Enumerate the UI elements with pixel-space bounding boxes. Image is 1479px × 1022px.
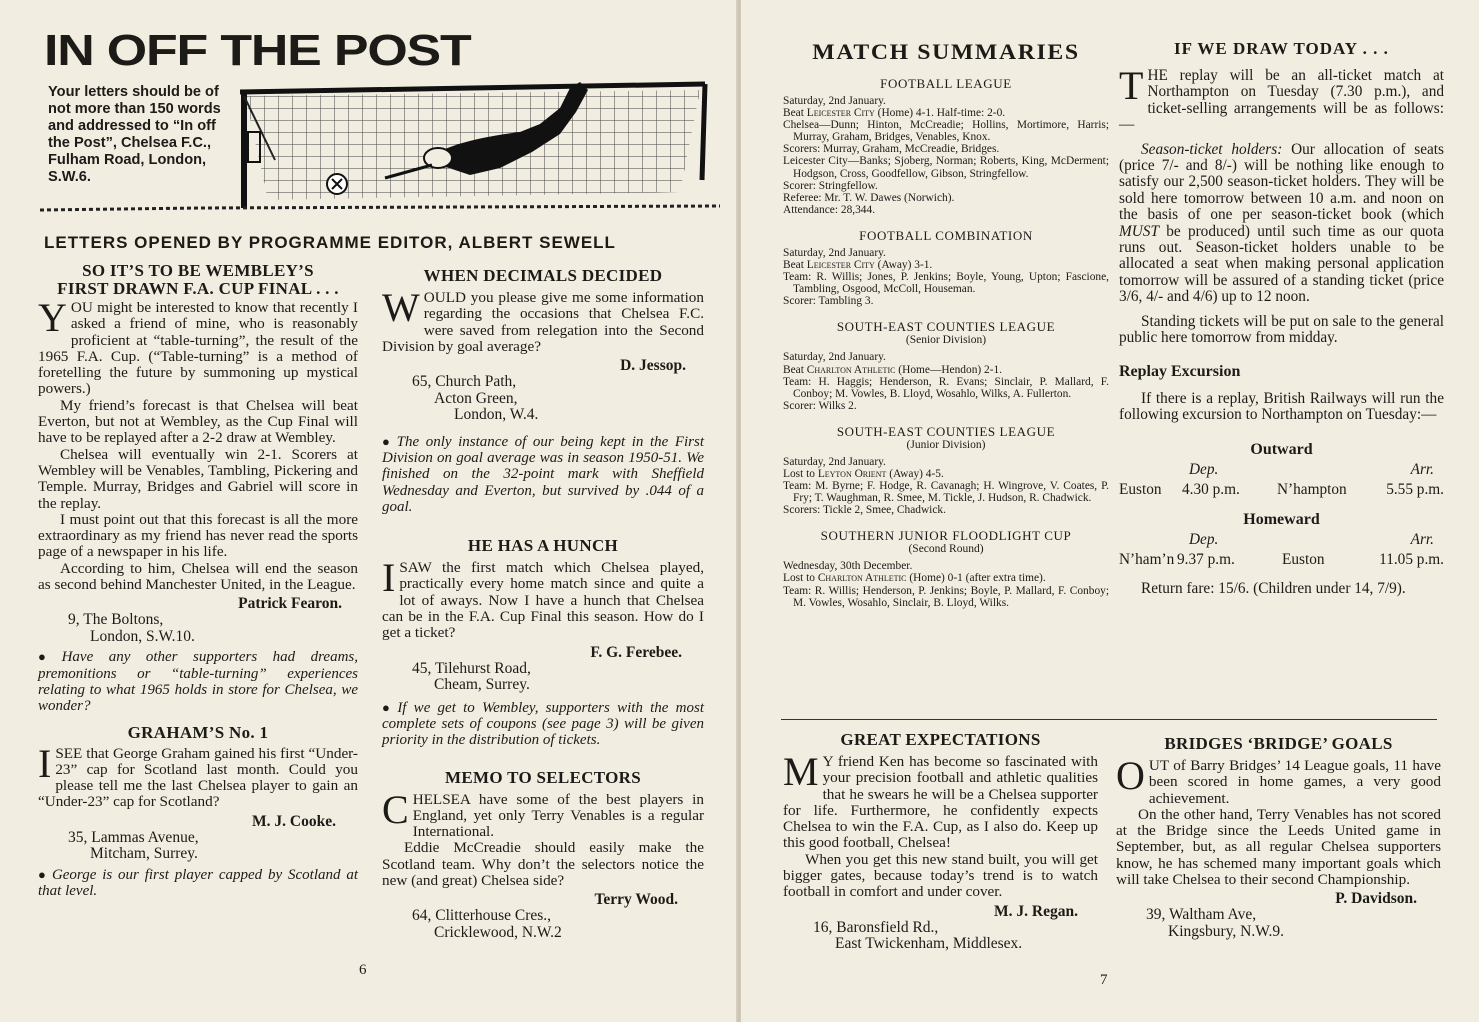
page-number: 6 [359, 962, 367, 978]
editor-note: ● The only instance of our being kept in the First Division on goal average was in season 1950-51. We finished on the 32-point mark with Sheffield Wednesday and Everton, but survived by .044 of a goal. [382, 433, 704, 515]
drop-cap: M [783, 749, 819, 794]
letter-address: 39, Waltham Ave, Kingsbury, N.W.9. [1146, 906, 1284, 940]
section-title: MATCH SUMMARIES [812, 39, 1080, 64]
letter-paragraph: OULD you please give me some information regarding the occasions that Chelsea F.C. were saved from relegation into the Second Division by goal average? [382, 289, 704, 355]
letter-heading: SO IT’S TO BE WEMBLEY’S [82, 261, 314, 280]
letter-address: 65, Church Path, Acton Green, London, W.4. [412, 373, 539, 424]
letter-signature: M. J. Cooke. [252, 812, 336, 830]
letter-paragraph: When you get this new stand built, you will get bigger gates, because today’s trend is to watch football in comfort and under cover. [783, 850, 1098, 901]
match-report: Saturday, 2nd January. Beat Charlton Athletic (Home—Hendon) 2-1. Team: H. Haggis; Henderson, R. Evans; Sinclair, P. Mallard, F. Conboy; M. Vowles, B. Lloyd, Wosahlo, Wilks, A. Fullerton. Scorer: Wilks 2. [783, 351, 1109, 412]
letter-signature: M. J. Regan. [994, 902, 1078, 920]
letter-paragraph: SEE that George Graham gained his first “Under-23” cap for Scotland last month. Could you please tell me the last Chelsea player to gain an “Under-23” cap for Scotland? [38, 744, 358, 811]
letter-bridges [1116, 735, 1441, 940]
timetable-outward: Dep. Arr. Euston 4.30 p.m. N’hampton 5.55 p.m. [1119, 461, 1444, 499]
letter-paragraph: According to him, Chelsea will end the season as second behind Manchester United, in the League. [38, 559, 358, 594]
drop-cap: W [382, 285, 420, 330]
letter-signature: D. Jessop. [620, 357, 686, 375]
letter-heading: FIRST DRAWN F.A. CUP FINAL . . . [57, 279, 339, 298]
match-report: Wednesday, 30th December. Lost to Charlton Athletic (Home) 0-1 (after extra time). Team: R. Willis; Henderson, P. Jenkins; Boyle, P. Mallard, F. Conboy; M. Vowles, Wosahlo, Sinclair, B. Lloyd, Wilks. [783, 560, 1109, 609]
letter-paragraph: SAW the first match which Chelsea played, practically every home match since and quite a lot of aways. Now I have a hunch that Chelsea can be in the F.A. Cup Final this season. How do I get a ticket? [382, 559, 704, 642]
letter-paragraph: Eddie McCreadie should easily make the Scotland team. Why don’t the selectors notice the new (and great) Chelsea side? [382, 839, 704, 890]
letter-address: 9, The Boltons, London, S.W.10. [68, 611, 195, 645]
letter-paragraph: On the other hand, Terry Venables has not scored at the Bridge since the Leeds United game in September, but, as all regular Chelsea supporters know, he has schemed many important goals which will take Chelsea to their second Championship. [1116, 805, 1441, 889]
competition-heading: SOUTH-EAST COUNTIES LEAGUE [836, 319, 1056, 335]
drop-cap: T [1119, 63, 1144, 108]
letter-decimals [382, 267, 704, 941]
right-page [741, 0, 1479, 1022]
paragraph: If there is a replay, British Railways will run the following excursion to Northampton on Tuesday:— [1119, 389, 1444, 423]
section-heading: IF WE DRAW TODAY . . . [1174, 39, 1389, 58]
goalkeeper-illustration [40, 60, 730, 220]
editor-note: ● Have any other supporters had dreams, premonitions or “table-turning” experiences relating to what 1965 holds in store for Chelsea, we wonder? [38, 649, 358, 715]
paragraph: HE replay will be an all-ticket match at Northampton on Tuesday (7.30 p.m.), and ticket-selling arrangements will be as follows:— [1119, 67, 1444, 134]
subsection-heading: Replay Excursion [1119, 362, 1241, 380]
left-page [0, 0, 738, 1022]
letter-heading: GRAHAM’S No. 1 [127, 722, 269, 742]
letter-signature: Terry Wood. [594, 891, 678, 909]
drop-cap: I [382, 555, 396, 601]
drop-cap: I [38, 740, 52, 786]
masthead-title: IN OFF THE POST [44, 26, 471, 75]
letter-paragraph: UT of Barry Bridges’ 14 League goals, 11 have been scored in home games, a very good achievement. [1148, 757, 1441, 807]
competition-heading: FOOTBALL LEAGUE [880, 76, 1012, 91]
drop-cap: O [1116, 753, 1145, 798]
page-number: 7 [1100, 972, 1108, 988]
submission-instructions: Your letters should be of not more than 150 words and addressed to “In off the Post”, Chelsea F.C., Fulham Road, London, S.W.6. [48, 84, 221, 185]
letter-address: 45, Tilehurst Road, Cheam, Surrey. [412, 659, 531, 694]
paragraph: Standing tickets will be put on sale to the general public here tomorrow from midday. [1119, 312, 1444, 347]
letter-address: 35, Lammas Avenue, Mitcham, Surrey. [68, 828, 199, 863]
competition-heading: SOUTH-EAST COUNTIES LEAGUE [836, 423, 1056, 439]
letter-paragraph: My friend’s forecast is that Chelsea will beat Everton, but not at Wembley, as the Cup Final will have to be replayed after a 2-2 draw at Wembley. [38, 396, 358, 447]
paragraph: Return fare: 15/6. (Children under 14, 7/9). [1141, 580, 1406, 598]
letter-expectations [783, 731, 1098, 953]
timetable-heading: Homeward [1243, 511, 1320, 529]
drop-cap: C [382, 786, 409, 832]
timetable-homeward: Dep. Arr. N’ham’n 9.37 p.m. Euston 11.05 p.m. [1119, 531, 1444, 569]
letter-heading: BRIDGES ‘BRIDGE’ GOALS [1164, 734, 1393, 753]
letter-paragraph: Chelsea will eventually win 2-1. Scorers at Wembley will be Venables, Tambling, Pickering and Temple. Murray, Bridges and Gabriel will score in the replay. [38, 445, 358, 512]
match-summaries [783, 40, 1109, 609]
section-divider [781, 719, 1437, 720]
match-report: Saturday, 2nd January. Beat Leicester City (Home) 4-1. Half-time: 2-0. Chelsea—Dunn; Hinton, McCreadie; Hollins, Mortimore, Harris; Murray, Graham, Bridges, Venables, Knox. Scorers: Murray, Graham, McCreadie, Bridges. Leicester City—Banks; Sjoberg, Norman; Roberts, King, McDerment; Hodgson, Cross, Goodfellow, Gibson, Stringfellow. Scorer: Stringfellow. Referee: Mr. T. W. Dawes (Norwich). Attendance: 28,344. [783, 95, 1109, 216]
letter-heading: GREAT EXPECTATIONS [840, 730, 1041, 749]
competition-subheading: (Senior Division) [905, 334, 987, 347]
letter-paragraph: OU might be interested to know that recently I asked a friend of mine, who is reasonably proficient at “table-turning”, the result of the 1965 F.A. Cup. (“Table-turning” is a method of foretelling the future by summoning up mystical powers.) [38, 299, 358, 398]
letter-paragraph: I must point out that this forecast is all the more extraordinary as my friend has never read the sports page of a newspaper in his life. [38, 510, 358, 561]
competition-subheading: (Second Round) [908, 543, 984, 556]
editor-note: ● If we get to Wembley, supporters with the most complete sets of coupons (see page 3) will be given priority in the distribution of tickets. [382, 699, 704, 749]
letter-paragraph: Y friend Ken has become so fascinated with your precision football and athletic qualities that he swears he will be a Chelsea supporter for life. Furthermore, he confidently expects Chelsea to win the F.A. Cup, as I also do. Keep up this good football, Chelsea! [783, 753, 1098, 852]
letter-heading: HE HAS A HUNCH [467, 536, 619, 556]
drop-cap: Y [38, 295, 67, 340]
letter-heading: WHEN DECIMALS DECIDED [423, 266, 663, 285]
paragraph: Season-ticket holders: Our allocation of seats (price 7/- and 8/-) will be nothing like enough to satisfy our 2,500 season-ticket holders. They will be sold here tomorrow between 10 a.m. and noon on the basis of one per season-ticket book (which MUST be produced) until such time as our quota runs out. Season-ticket holders unable to be allocated a seat when making personal application tomorrow will be assured of a standing ticket (price 3/6, 4/- and 4/6) up to 12 noon. [1119, 140, 1444, 306]
competition-subheading: (Junior Division) [906, 438, 986, 451]
replay-arrangements [1119, 40, 1444, 598]
match-report: Saturday, 2nd January. Lost to Leyton Orient (Away) 4-5. Team: M. Byrne; F. Hodge, R. Cavanagh; H. Wingrove, V. Coates, P. Fry; T. Waughman, R. Smee, M. Tickle, J. Hudson, R. Chadwick. Scorers: Tickle 2, Smee, Chadwick. [783, 455, 1109, 517]
competition-heading: FOOTBALL COMBINATION [859, 227, 1033, 243]
editor-subtitle: LETTERS OPENED BY PROGRAMME EDITOR, ALBERT SEWELL [44, 233, 616, 252]
letter-address: 64, Clitterhouse Cres., Cricklewood, N.W.2 [412, 907, 562, 941]
match-report: Saturday, 2nd January. Beat Leicester City (Away) 3-1. Team: R. Willis; Jones, P. Jenkins; Boyle, Young, Upton; Fascione, Tambling, Osgood, McColl, Houseman. Scorer: Tambling 3. [783, 246, 1109, 308]
competition-heading: SOUTHERN JUNIOR FLOODLIGHT CUP [820, 528, 1072, 544]
editor-note: ● George is our first player capped by Scotland at that level. [38, 866, 358, 900]
letter-heading: MEMO TO SELECTORS [445, 767, 641, 787]
letter-signature: Patrick Fearon. [238, 595, 342, 613]
letter-signature: F. G. Ferebee. [590, 643, 682, 661]
letter-wembley [38, 262, 358, 899]
letter-address: 16, Baronsfield Rd., East Twickenham, Middlesex. [813, 918, 1023, 953]
letter-signature: P. Davidson. [1335, 890, 1417, 908]
timetable-heading: Outward [1250, 441, 1313, 459]
letter-paragraph: HELSEA have some of the best players in England, yet only Terry Venables is a regular International. [412, 790, 704, 841]
